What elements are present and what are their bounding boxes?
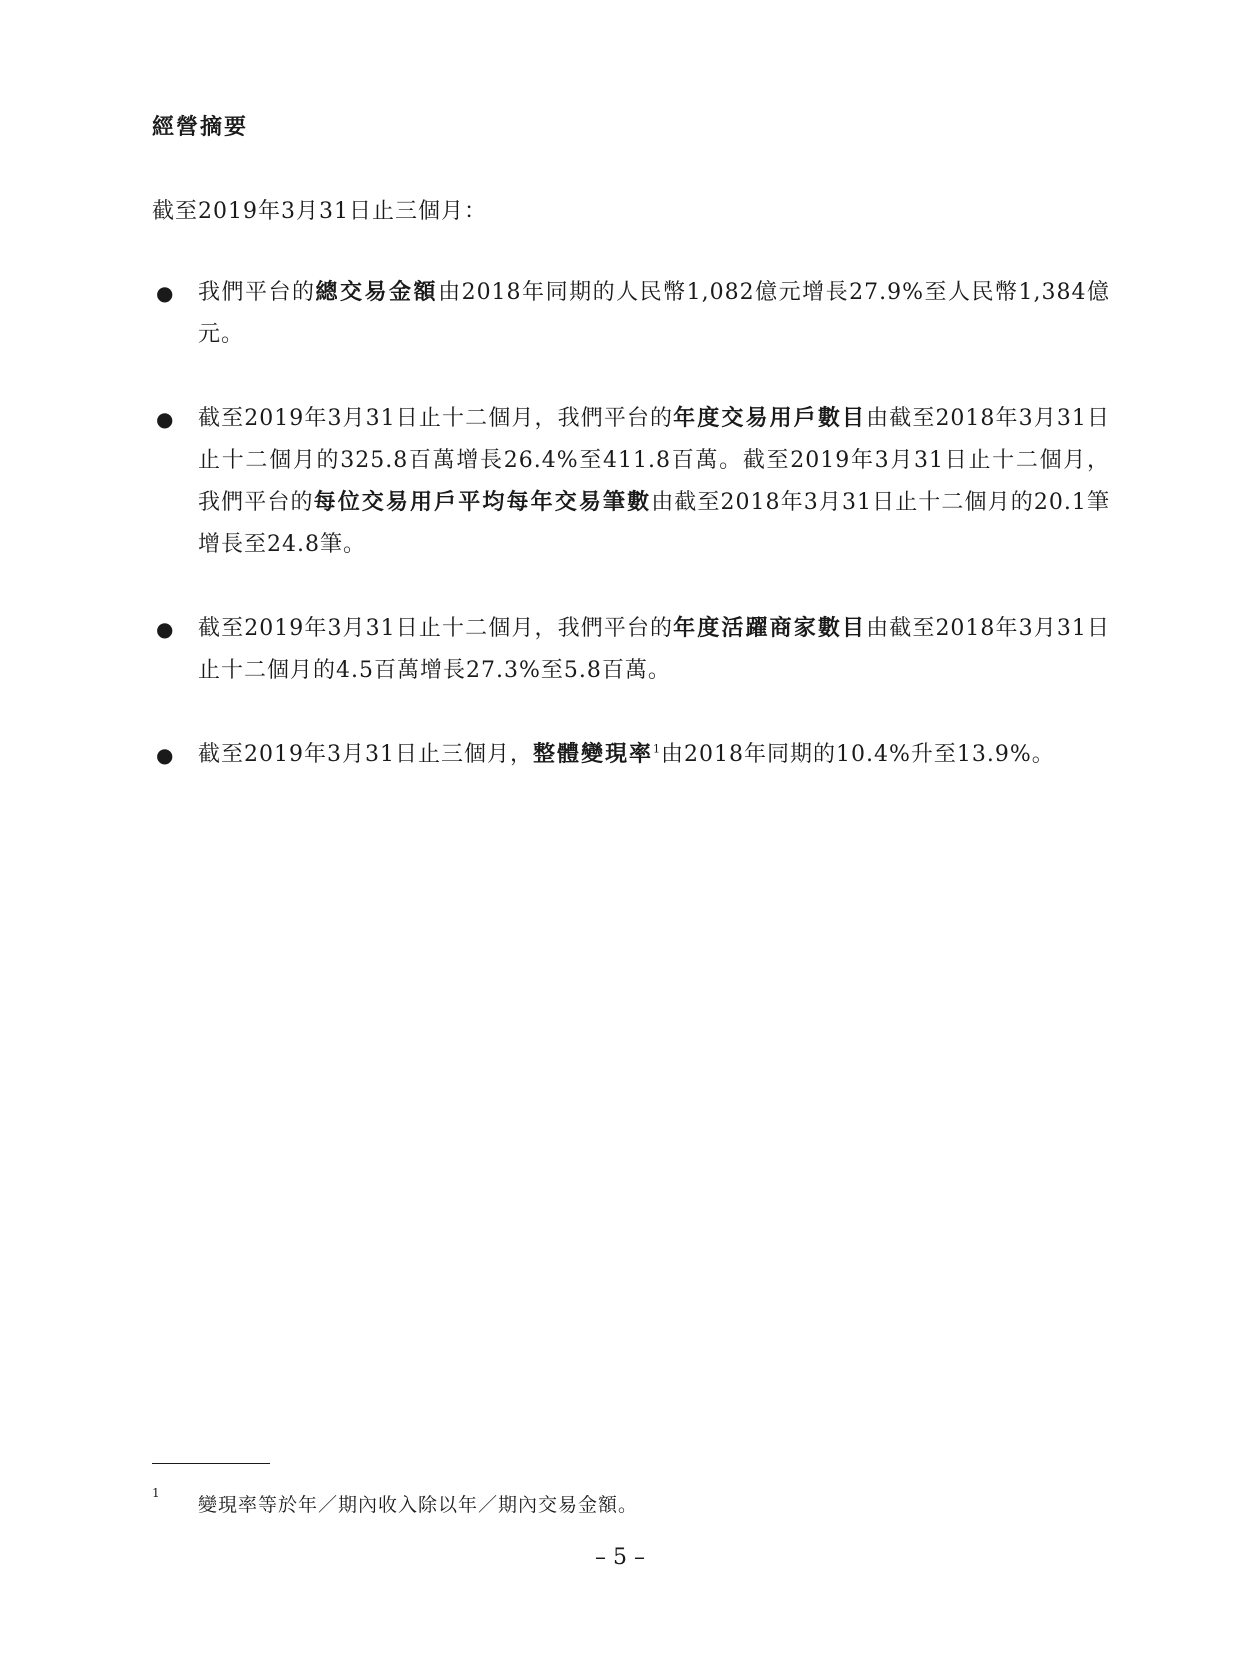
bullet-item-monetization-rate: [152, 734, 1110, 776]
bullet-text: 由2018年同期的10.4%升至13.9%。: [661, 742, 1055, 767]
intro-sentence: 截至2019年3月31日止三個月：: [152, 199, 487, 224]
bullet-text: 截至2019年3月31日止三個月，: [198, 742, 533, 767]
bullet-highlight: 年度交易用戶數目: [673, 406, 867, 431]
bullet-text: 我們平台的: [198, 280, 316, 305]
bullet-item-annual-users: [152, 398, 1110, 566]
bullet-text: 截至2019年3月31日止十二個月，我們平台的: [198, 616, 674, 641]
bullet-item-gmv: [152, 272, 1110, 356]
bullet-icon: ●: [156, 281, 175, 305]
footnote-text: 變現率等於年／期內收入除以年／期內交易金額。: [198, 1494, 639, 1516]
bullet-icon: ●: [156, 407, 175, 431]
section-heading: 經營摘要: [152, 115, 249, 140]
bullet-icon: ●: [156, 617, 175, 641]
bullet-text: 由截至2018年3月31日止十二個月的20.1筆增長至24.8筆。: [198, 490, 1110, 557]
bullet-highlight: 整體變現率: [532, 742, 653, 767]
bullet-icon: ●: [156, 743, 175, 767]
bullet-text: 由2018年同期的人民幣1,082億元增長27.9%至人民幣1,384億元。: [198, 280, 1110, 347]
summary-bullet-list: [152, 272, 1110, 776]
footnote-number: 1: [152, 1486, 161, 1500]
bullet-highlight: 總交易金額: [315, 280, 439, 305]
bullet-highlight: 年度活躍商家數目: [673, 616, 867, 641]
bullet-highlight: 每位交易用戶平均每年交易筆數: [313, 490, 652, 515]
bullet-text: 由截至2018年3月31日止十二個月的4.5百萬增長27.3%至5.8百萬。: [198, 616, 1110, 683]
bullet-text: 由截至2018年3月31日止十二個月的325.8百萬增長26.4%至411.8百萬。截至2019年3月31日止十二個月，我們平台的: [198, 406, 1110, 515]
footnote-divider: [152, 1463, 270, 1464]
bullet-text: 截至2019年3月31日止十二個月，我們平台的: [198, 406, 674, 431]
bullet-item-active-merchants: [152, 608, 1110, 692]
page-number: – 5 –: [595, 1545, 645, 1570]
footnote-reference: 1: [653, 742, 661, 756]
